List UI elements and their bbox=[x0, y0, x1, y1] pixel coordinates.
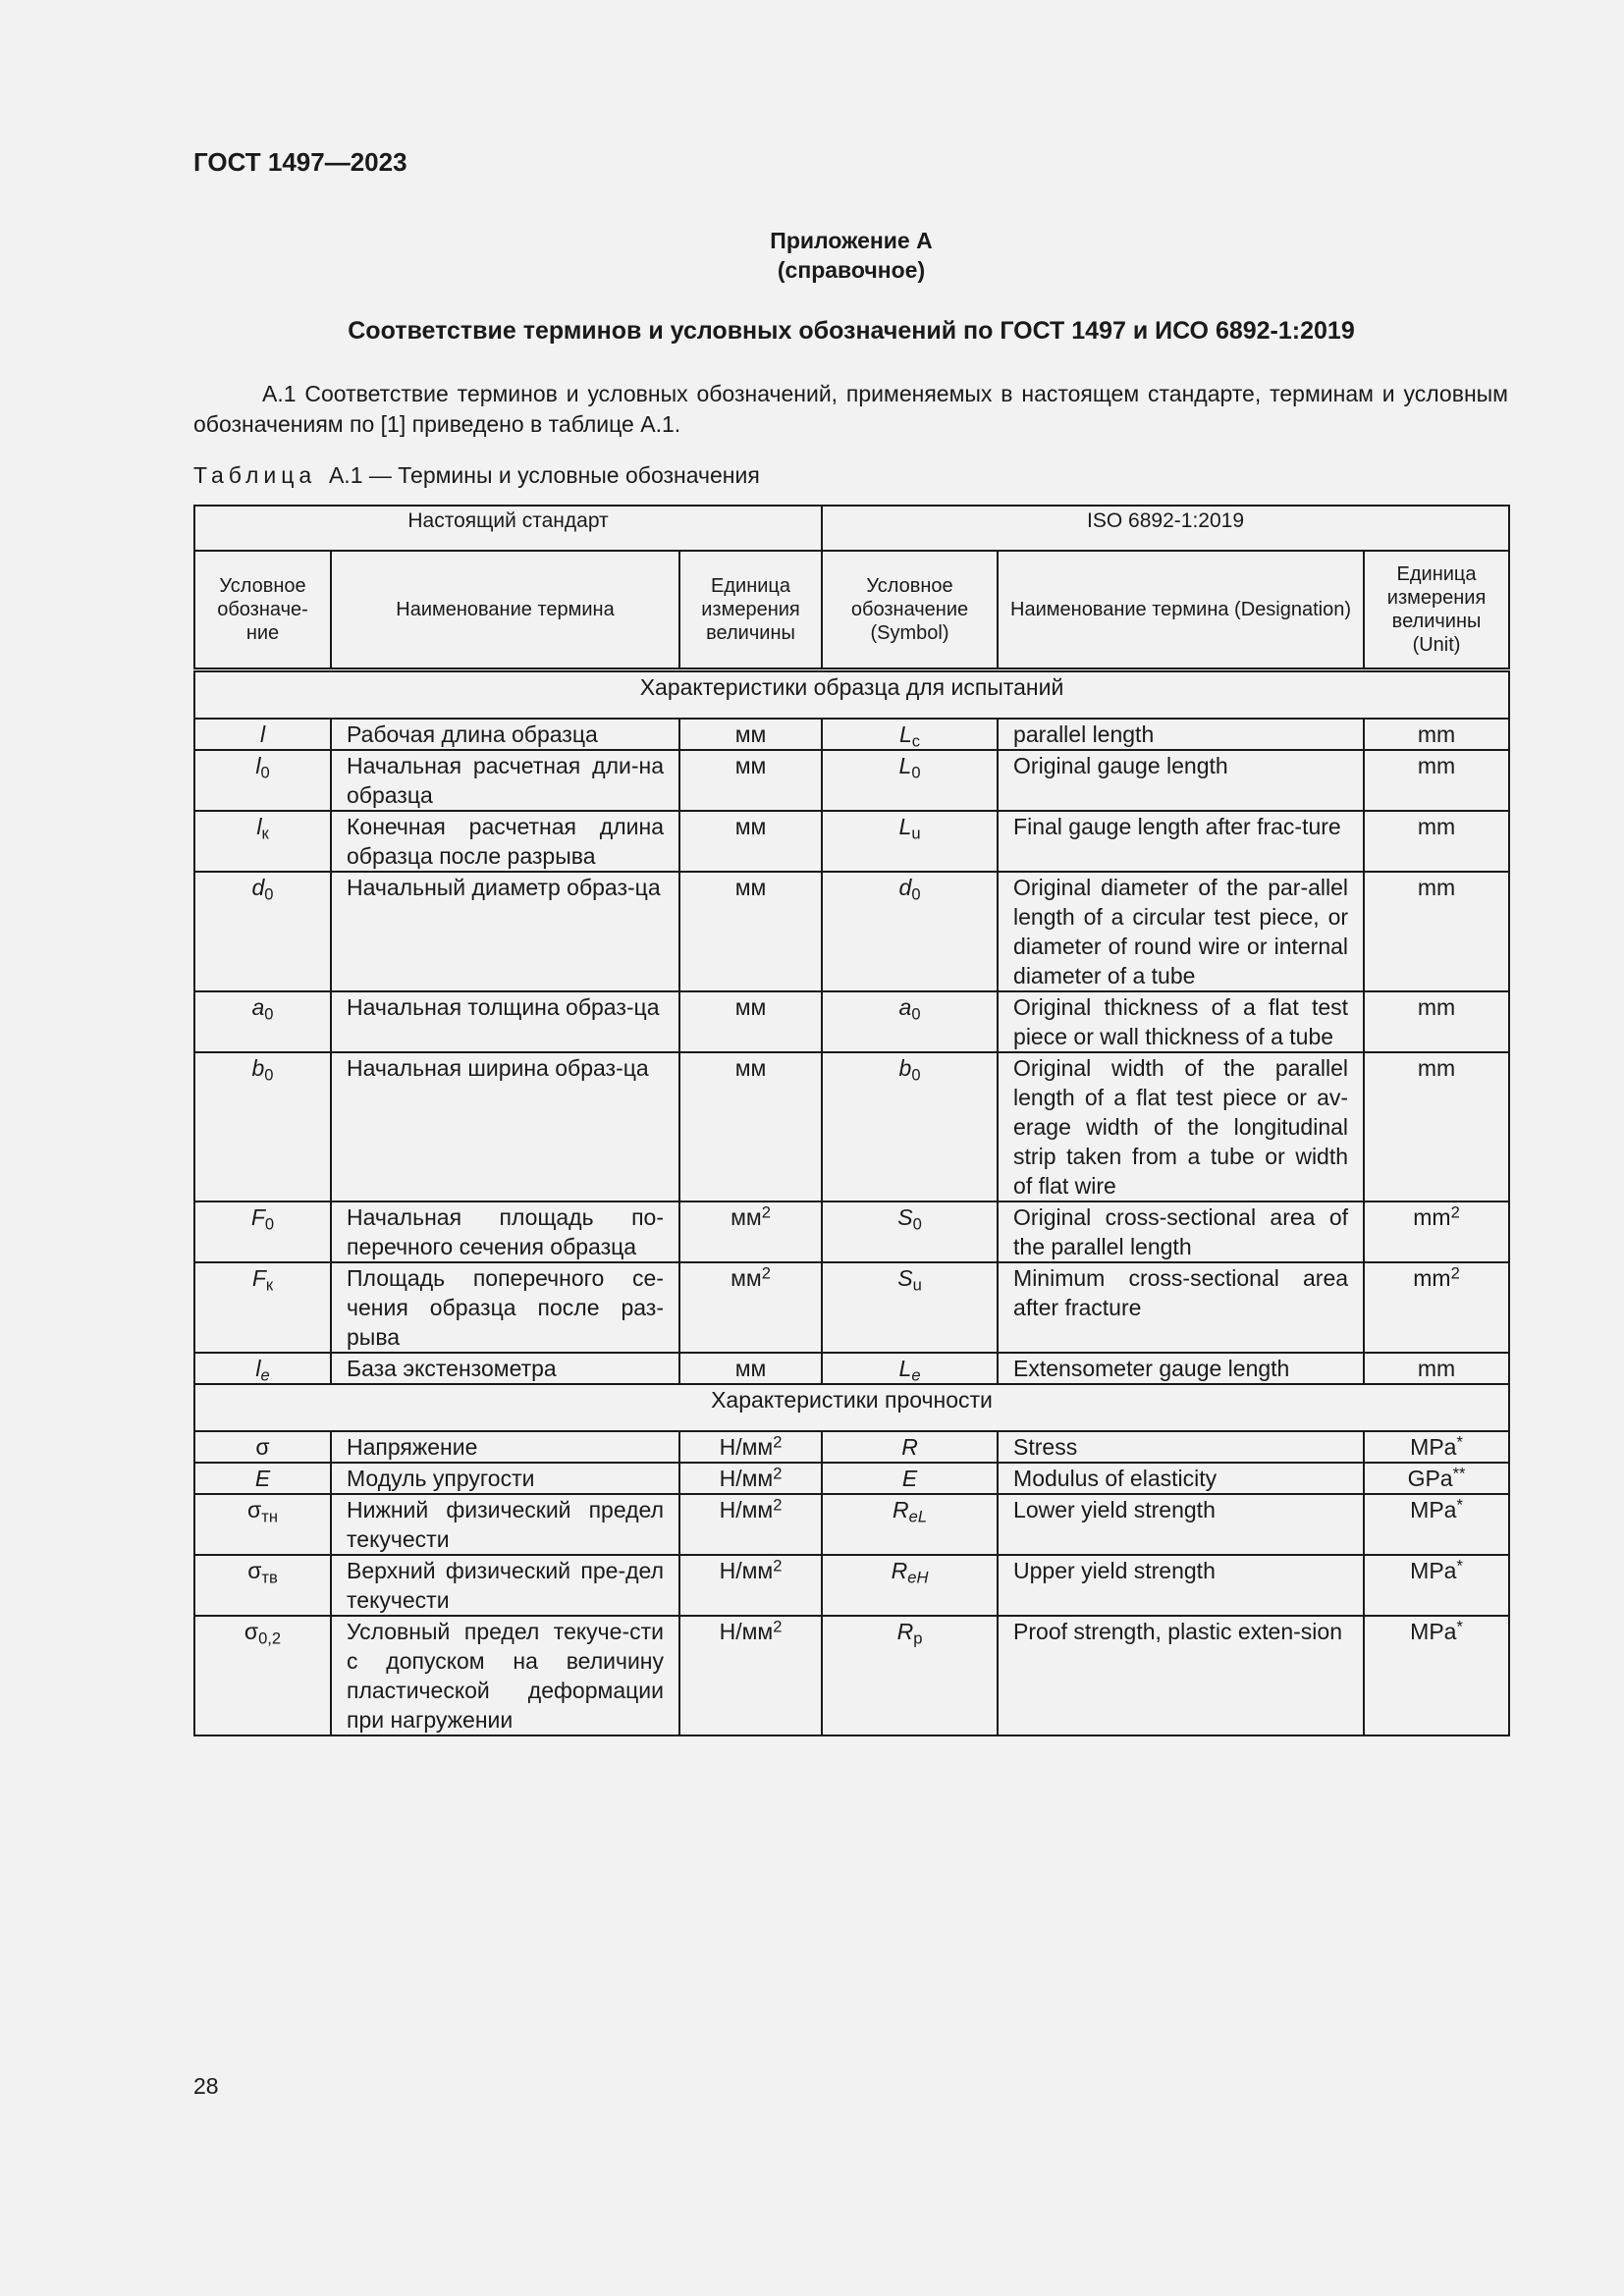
term-iso: Lower yield strength bbox=[998, 1494, 1364, 1555]
term-gost: Площадь поперечного се-чения образца после раз-рыва bbox=[331, 1262, 679, 1353]
symbol-subscript: 0 bbox=[911, 1065, 921, 1085]
unit-text: мм bbox=[734, 1356, 767, 1381]
symbol-base: l bbox=[256, 814, 262, 839]
symbol-base: R bbox=[896, 1619, 914, 1644]
symbol-base: a bbox=[898, 994, 912, 1020]
unit-gost bbox=[679, 1262, 822, 1353]
symbol-subscript: p bbox=[913, 1629, 923, 1648]
table-row bbox=[194, 991, 1509, 1052]
symbol-base: R bbox=[893, 1497, 909, 1522]
unit-text: мм bbox=[734, 814, 767, 839]
group-header-gost: Настоящий стандарт bbox=[194, 506, 822, 551]
unit-superscript: 2 bbox=[1450, 1263, 1460, 1283]
unit-iso bbox=[1364, 1616, 1509, 1735]
term-gost: Верхний физический пре-дел текучести bbox=[331, 1555, 679, 1616]
symbol-base: d bbox=[251, 875, 265, 900]
unit-superscript: 2 bbox=[773, 1495, 783, 1515]
section-header-row bbox=[194, 670, 1509, 720]
symbol-base: l bbox=[255, 753, 261, 778]
terms-table bbox=[193, 505, 1510, 1736]
unit-text: mm bbox=[1417, 721, 1456, 747]
symbol-base: F bbox=[251, 1265, 266, 1291]
symbol-base: b bbox=[898, 1055, 912, 1081]
symbol-iso bbox=[822, 1052, 998, 1201]
symbol-iso bbox=[822, 1431, 998, 1463]
unit-text: Н/мм bbox=[719, 1558, 774, 1583]
symbol-iso bbox=[822, 1494, 998, 1555]
symbol-subscript: u bbox=[912, 1275, 922, 1295]
table-caption bbox=[193, 462, 760, 489]
unit-iso bbox=[1364, 1262, 1509, 1353]
unit-text: Н/мм bbox=[719, 1434, 774, 1460]
symbol-subscript: 0 bbox=[260, 763, 270, 782]
symbol-subscript: 0 bbox=[912, 1214, 922, 1234]
appendix-label: Приложение А bbox=[770, 228, 933, 253]
unit-iso bbox=[1364, 750, 1509, 811]
symbol-base: σ bbox=[244, 1619, 259, 1644]
symbol-iso bbox=[822, 1616, 998, 1735]
unit-iso bbox=[1364, 1353, 1509, 1384]
unit-superscript: ** bbox=[1452, 1464, 1466, 1483]
column-header: Единица измерения величины (Unit) bbox=[1364, 551, 1509, 670]
unit-text: mm bbox=[1417, 1055, 1456, 1081]
table-row bbox=[194, 811, 1509, 872]
term-iso: Original thickness of a flat test piece or wall thickness of a tube bbox=[998, 991, 1364, 1052]
term-gost: Конечная расчетная длина образца после разрыва bbox=[331, 811, 679, 872]
symbol-base: S bbox=[897, 1265, 913, 1291]
unit-text: Н/мм bbox=[719, 1619, 774, 1644]
symbol-iso bbox=[822, 1555, 998, 1616]
table-row bbox=[194, 1353, 1509, 1384]
column-header: Единица измерения величины bbox=[679, 551, 822, 670]
term-iso: Proof strength, plastic exten-sion bbox=[998, 1616, 1364, 1735]
symbol-subscript: 0 bbox=[911, 1004, 921, 1024]
symbol-subscript: u bbox=[911, 824, 921, 843]
symbol-subscript: 0,2 bbox=[258, 1629, 282, 1648]
section-header-row bbox=[194, 1384, 1509, 1431]
unit-superscript: 2 bbox=[761, 1202, 771, 1222]
table-caption-text: А.1 — Термины и условные обозначения bbox=[328, 462, 760, 488]
symbol-iso bbox=[822, 719, 998, 750]
term-gost: Начальная ширина образ-ца bbox=[331, 1052, 679, 1201]
symbol-base: E bbox=[901, 1466, 918, 1491]
symbol-subscript: e bbox=[260, 1365, 270, 1385]
symbol-subscript: 0 bbox=[264, 1004, 274, 1024]
unit-superscript: 2 bbox=[773, 1432, 783, 1452]
term-gost: Начальная площадь по-перечного сечения образца bbox=[331, 1201, 679, 1262]
symbol-base: L bbox=[898, 721, 912, 747]
symbol-subscript: c bbox=[911, 731, 921, 751]
section-title: Характеристики образца для испытаний bbox=[194, 670, 1509, 720]
unit-iso bbox=[1364, 872, 1509, 991]
symbol-subscript: к bbox=[261, 824, 269, 843]
term-iso: Final gauge length after frac-ture bbox=[998, 811, 1364, 872]
unit-text: MPa bbox=[1410, 1434, 1457, 1460]
term-gost: Условный предел текуче-сти с допуском на величину пластической деформации при нагружении bbox=[331, 1616, 679, 1735]
table-row bbox=[194, 1262, 1509, 1353]
table-row bbox=[194, 719, 1509, 750]
symbol-iso bbox=[822, 991, 998, 1052]
unit-iso bbox=[1364, 1201, 1509, 1262]
intro-paragraph: А.1 Соответствие терминов и условных обозначений, применяемых в настоящем стандарте, терминам и условным обозначениям по [1] приведено в таблице А.1. bbox=[193, 381, 1508, 437]
unit-text: mm bbox=[1417, 875, 1456, 900]
symbol-base: a bbox=[251, 994, 265, 1020]
unit-text: MPa bbox=[1410, 1558, 1457, 1583]
symbol-base: L bbox=[898, 753, 912, 778]
unit-gost bbox=[679, 719, 822, 750]
table-row bbox=[194, 1616, 1509, 1735]
symbol-subscript: e bbox=[911, 1365, 921, 1385]
unit-text: мм bbox=[734, 721, 767, 747]
unit-text: мм bbox=[734, 753, 767, 778]
table-row bbox=[194, 1201, 1509, 1262]
symbol-gost bbox=[194, 991, 331, 1052]
term-iso: Stress bbox=[998, 1431, 1364, 1463]
unit-superscript: * bbox=[1456, 1556, 1463, 1575]
column-header: Наименование термина (Designation) bbox=[998, 551, 1364, 670]
symbol-iso bbox=[822, 1463, 998, 1494]
symbol-subscript: eH bbox=[907, 1568, 929, 1587]
unit-iso bbox=[1364, 811, 1509, 872]
term-gost: Напряжение bbox=[331, 1431, 679, 1463]
symbol-base: σ bbox=[255, 1434, 270, 1460]
unit-superscript: * bbox=[1456, 1432, 1463, 1452]
symbol-iso bbox=[822, 1201, 998, 1262]
term-iso: Minimum cross-sectional area after fracture bbox=[998, 1262, 1364, 1353]
unit-text: GPa bbox=[1407, 1466, 1453, 1491]
symbol-base: b bbox=[251, 1055, 265, 1081]
symbol-base: L bbox=[898, 814, 912, 839]
column-header: Условное обозначе-ние bbox=[194, 551, 331, 670]
unit-text: mm bbox=[1417, 814, 1456, 839]
appendix-heading bbox=[0, 226, 1624, 285]
unit-text: mm bbox=[1413, 1204, 1451, 1230]
appendix-title: Соответствие терминов и условных обозначений по ГОСТ 1497 и ИСО 6892-1:2019 bbox=[348, 317, 1355, 345]
symbol-gost bbox=[194, 1616, 331, 1735]
symbol-base: R bbox=[891, 1558, 908, 1583]
term-iso: Upper yield strength bbox=[998, 1555, 1364, 1616]
symbol-gost bbox=[194, 719, 331, 750]
column-header: Условное обозначение (Symbol) bbox=[822, 551, 998, 670]
symbol-subscript: 0 bbox=[911, 884, 921, 904]
table-row bbox=[194, 1463, 1509, 1494]
term-gost: База экстензометра bbox=[331, 1353, 679, 1384]
unit-text: мм bbox=[731, 1265, 762, 1291]
term-iso: Original cross-sectional area of the parallel length bbox=[998, 1201, 1364, 1262]
term-gost: Начальный диаметр образ-ца bbox=[331, 872, 679, 991]
symbol-gost bbox=[194, 1555, 331, 1616]
unit-superscript: * bbox=[1456, 1495, 1463, 1515]
table-body bbox=[194, 670, 1509, 1736]
unit-gost bbox=[679, 750, 822, 811]
unit-superscript: 2 bbox=[773, 1617, 783, 1636]
unit-iso bbox=[1364, 1431, 1509, 1463]
symbol-gost bbox=[194, 1463, 331, 1494]
symbol-gost bbox=[194, 1353, 331, 1384]
symbol-iso bbox=[822, 1353, 998, 1384]
unit-iso bbox=[1364, 1555, 1509, 1616]
unit-gost bbox=[679, 872, 822, 991]
column-header: Наименование термина bbox=[331, 551, 679, 670]
unit-iso bbox=[1364, 1463, 1509, 1494]
unit-gost bbox=[679, 1555, 822, 1616]
symbol-base: σ bbox=[247, 1497, 262, 1522]
table-row bbox=[194, 1431, 1509, 1463]
symbol-base: F bbox=[250, 1204, 265, 1230]
unit-text: MPa bbox=[1410, 1497, 1457, 1522]
unit-iso bbox=[1364, 1494, 1509, 1555]
table-caption-label: Таблица bbox=[193, 462, 317, 488]
unit-text: мм bbox=[731, 1204, 762, 1230]
document-header: ГОСТ 1497—2023 bbox=[193, 147, 407, 177]
term-iso: Original diameter of the par-allel length of a circular test piece, or diameter of round wire or internal diameter of a tube bbox=[998, 872, 1364, 991]
section-title: Характеристики прочности bbox=[194, 1384, 1509, 1431]
unit-superscript: 2 bbox=[773, 1556, 783, 1575]
symbol-gost bbox=[194, 1201, 331, 1262]
symbol-gost bbox=[194, 872, 331, 991]
symbol-iso bbox=[822, 750, 998, 811]
appendix-kind: (справочное) bbox=[777, 257, 926, 283]
term-iso: Extensometer gauge length bbox=[998, 1353, 1364, 1384]
symbol-subscript: к bbox=[265, 1275, 274, 1295]
unit-gost bbox=[679, 1201, 822, 1262]
symbol-base: σ bbox=[247, 1558, 262, 1583]
symbol-base: S bbox=[897, 1204, 913, 1230]
table-row bbox=[194, 1494, 1509, 1555]
symbol-gost bbox=[194, 750, 331, 811]
unit-iso bbox=[1364, 991, 1509, 1052]
symbol-base: R bbox=[901, 1434, 918, 1460]
symbol-subscript: 0 bbox=[911, 763, 921, 782]
page-number: 28 bbox=[193, 2073, 219, 2099]
symbol-gost bbox=[194, 1052, 331, 1201]
unit-text: мм bbox=[734, 875, 767, 900]
unit-gost bbox=[679, 1463, 822, 1494]
term-iso: Modulus of elasticity bbox=[998, 1463, 1364, 1494]
unit-text: mm bbox=[1417, 994, 1456, 1020]
unit-text: Н/мм bbox=[719, 1466, 774, 1491]
symbol-gost bbox=[194, 1494, 331, 1555]
unit-text: MPa bbox=[1410, 1619, 1457, 1644]
group-header-iso: ISO 6892-1:2019 bbox=[822, 506, 1509, 551]
unit-superscript: * bbox=[1456, 1617, 1463, 1636]
term-gost: Начальная толщина образ-ца bbox=[331, 991, 679, 1052]
symbol-base: d bbox=[898, 875, 912, 900]
unit-superscript: 2 bbox=[761, 1263, 771, 1283]
term-gost: Рабочая длина образца bbox=[331, 719, 679, 750]
symbol-base: E bbox=[254, 1466, 271, 1491]
symbol-iso bbox=[822, 872, 998, 991]
symbol-base: L bbox=[898, 1356, 912, 1381]
unit-text: мм bbox=[734, 994, 767, 1020]
table-row bbox=[194, 750, 1509, 811]
unit-gost bbox=[679, 1616, 822, 1735]
symbol-gost bbox=[194, 1431, 331, 1463]
term-iso: parallel length bbox=[998, 719, 1364, 750]
term-gost: Начальная расчетная дли-на образца bbox=[331, 750, 679, 811]
unit-iso bbox=[1364, 1052, 1509, 1201]
symbol-subscript: 0 bbox=[264, 1214, 275, 1234]
unit-gost bbox=[679, 1431, 822, 1463]
symbol-subscript: тн bbox=[261, 1507, 278, 1526]
symbol-subscript: eL bbox=[908, 1507, 928, 1526]
unit-text: mm bbox=[1417, 1356, 1456, 1381]
table-row bbox=[194, 1052, 1509, 1201]
term-iso: Original width of the parallel length of a flat test piece or av-erage width of the longitudinal strip taken from a tube or width of flat wire bbox=[998, 1052, 1364, 1201]
symbol-gost bbox=[194, 811, 331, 872]
symbol-subscript: тв bbox=[261, 1568, 278, 1587]
symbol-base: l bbox=[255, 1356, 261, 1381]
unit-text: mm bbox=[1417, 753, 1456, 778]
unit-text: Н/мм bbox=[719, 1497, 774, 1522]
unit-gost bbox=[679, 1494, 822, 1555]
unit-superscript: 2 bbox=[1450, 1202, 1460, 1222]
table-row bbox=[194, 872, 1509, 991]
symbol-iso bbox=[822, 1262, 998, 1353]
unit-gost bbox=[679, 1353, 822, 1384]
unit-text: mm bbox=[1413, 1265, 1451, 1291]
symbol-base: l bbox=[259, 721, 266, 747]
symbol-subscript: 0 bbox=[264, 884, 274, 904]
unit-iso bbox=[1364, 719, 1509, 750]
unit-text: мм bbox=[734, 1055, 767, 1081]
term-iso: Original gauge length bbox=[998, 750, 1364, 811]
symbol-iso bbox=[822, 811, 998, 872]
term-gost: Модуль упругости bbox=[331, 1463, 679, 1494]
table-row bbox=[194, 1555, 1509, 1616]
symbol-gost bbox=[194, 1262, 331, 1353]
unit-gost bbox=[679, 811, 822, 872]
unit-superscript: 2 bbox=[773, 1464, 783, 1483]
unit-gost bbox=[679, 991, 822, 1052]
term-gost: Нижний физический предел текучести bbox=[331, 1494, 679, 1555]
symbol-subscript: 0 bbox=[264, 1065, 274, 1085]
unit-gost bbox=[679, 1052, 822, 1201]
